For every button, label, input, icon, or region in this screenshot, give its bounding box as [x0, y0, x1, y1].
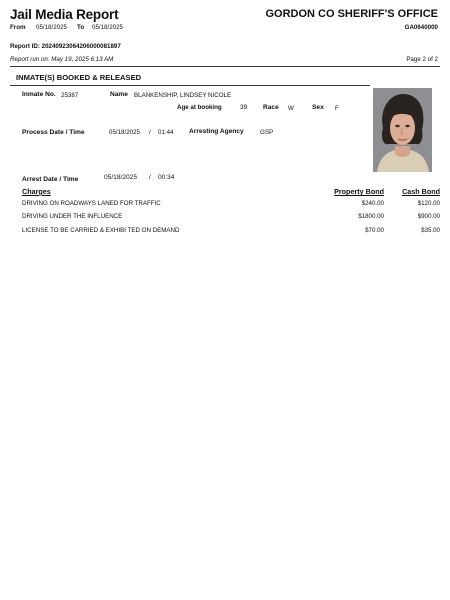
- page-number: Page 2 of 2: [406, 56, 438, 63]
- charge-row-1-cash-bond: $120.00: [417, 200, 440, 207]
- race-label: Race: [263, 104, 279, 111]
- arrest-time: 00:34: [158, 174, 175, 181]
- to-date: 05/18/2025: [92, 24, 123, 31]
- mugshot-photo-icon: [373, 88, 432, 172]
- ori-code: GA0640000: [404, 24, 438, 31]
- inmate-number: 25387: [61, 92, 79, 99]
- arrest-separator: /: [149, 174, 151, 181]
- name-label: Name: [110, 91, 128, 98]
- sex-value: F: [335, 105, 339, 112]
- arresting-agency-label: Arresting Agency: [189, 128, 244, 135]
- inmate-number-label: Inmate No.: [22, 91, 56, 98]
- charge-row-1-property-bond: $240.00: [361, 200, 384, 207]
- process-date-label: Process Date / Time: [22, 129, 85, 136]
- report-id: Report ID: 20240923064206000081897: [10, 43, 121, 50]
- charge-row-3-description: LICENSE TO BE CARRIED & EXHIBI TED ON DEMAND: [22, 227, 180, 234]
- charge-row-3-cash-bond: $35.00: [421, 227, 440, 234]
- section-title: INMATE(S) BOOKED & RELEASED: [16, 73, 142, 82]
- inmate-name: BLANKENSHIP, LINDSEY NICOLE: [134, 92, 232, 99]
- to-label: To: [77, 24, 85, 31]
- report-run-on: Report run on: May 19, 2025 6:13 AM: [10, 56, 114, 63]
- from-date: 05/18/2025: [36, 24, 67, 31]
- race-value: W: [288, 105, 294, 112]
- age-value: 39: [240, 104, 248, 111]
- report-title: Jail Media Report: [10, 7, 119, 22]
- inmate-photo: [373, 88, 432, 172]
- charge-row-2-cash-bond: $900.00: [417, 213, 440, 220]
- from-label: From: [10, 24, 26, 31]
- charge-row-2-description: DRIVING UNDER THE INFLUENCE: [22, 213, 123, 220]
- charges-header: Charges: [22, 187, 51, 196]
- agency-name: GORDON CO SHERIFF'S OFFICE: [265, 8, 438, 20]
- process-time: 01:44: [158, 129, 174, 136]
- charge-row-3-property-bond: $70.00: [365, 227, 384, 234]
- charge-row-2-property-bond: $1800.00: [358, 213, 384, 220]
- charge-row-1-description: DRIVING ON ROADWAYS LANED FOR TRAFFIC: [22, 200, 161, 207]
- cash-bond-header: Cash Bond: [402, 187, 440, 196]
- property-bond-header: Property Bond: [334, 187, 384, 196]
- arresting-agency: GSP: [260, 129, 274, 136]
- header-divider: [10, 66, 440, 67]
- age-label: Age at booking: [177, 104, 222, 111]
- sex-label: Sex: [312, 104, 324, 111]
- process-date: 05/18/2025: [109, 129, 140, 136]
- arrest-date: 05/18/2025: [104, 174, 138, 181]
- arrest-date-label: Arrest Date / Time: [22, 176, 79, 183]
- process-separator: /: [149, 129, 151, 136]
- section-divider: [10, 85, 370, 86]
